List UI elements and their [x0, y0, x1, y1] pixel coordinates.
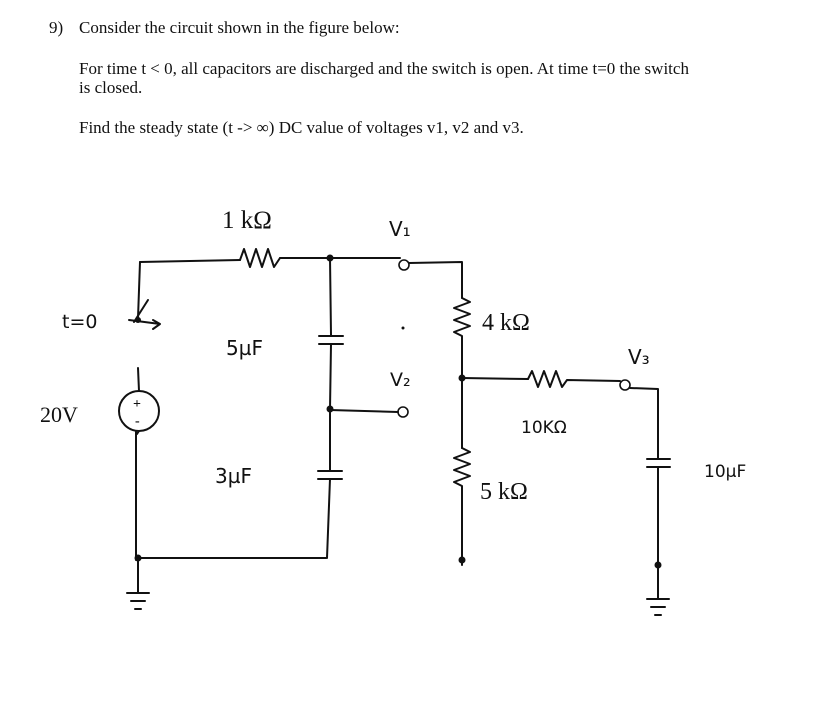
top-wire-left: [140, 260, 240, 262]
v2-terminal: [398, 407, 408, 417]
capacitor-10uf-label: 10µF: [704, 462, 747, 482]
question-line-1: For time t < 0, all capacitors are discharged and the switch is open. At time t=0 the switch: [79, 59, 689, 78]
question-line-2: is closed.: [79, 78, 143, 97]
resistor-4k: [454, 298, 470, 378]
capacitor-5uf: [319, 258, 343, 409]
resistor-4k-label: 4 kΩ: [482, 310, 530, 336]
source-plus: +: [133, 397, 141, 412]
question-task: Find the steady state (t -> ∞) DC value of voltages v1, v2 and v3.: [79, 118, 524, 137]
top-wire-right: [409, 262, 462, 298]
v3-terminal: [620, 380, 630, 390]
v3-wire-down: [630, 388, 658, 458]
capacitor-3uf: [318, 409, 342, 558]
resistor-1k-label: 1 kΩ: [222, 207, 272, 234]
resistor-10k-label: 10KΩ: [521, 418, 567, 438]
resistor-5k-label: 5 kΩ: [480, 479, 528, 505]
ground-right: [647, 565, 669, 615]
resistor-1k: [240, 249, 280, 267]
v2-wire: [330, 410, 398, 412]
switch-label: t=0: [62, 311, 98, 333]
resistor-10k: [528, 371, 620, 387]
capacitor-5uf-label: 5µF: [226, 336, 263, 360]
node-v2-label: V₂: [390, 369, 411, 391]
left-wire: [138, 262, 140, 318]
v1-terminal: [399, 260, 409, 270]
question-number: 9): [49, 18, 64, 37]
v1-v2-dot: [402, 327, 405, 330]
node-v3-label: V₃: [628, 345, 650, 369]
resistor-5k: [454, 448, 470, 560]
ground-left: [127, 558, 149, 609]
capacitor-10uf: [647, 459, 670, 565]
node-v1-label: V₁: [389, 217, 411, 241]
source-label: 20V: [40, 402, 78, 427]
source-minus: -: [135, 414, 140, 429]
question-title: Consider the circuit shown in the figure below:: [79, 18, 400, 37]
capacitor-3uf-label: 3µF: [215, 464, 252, 488]
wire-to-10k: [462, 378, 528, 379]
switch: [129, 300, 160, 329]
